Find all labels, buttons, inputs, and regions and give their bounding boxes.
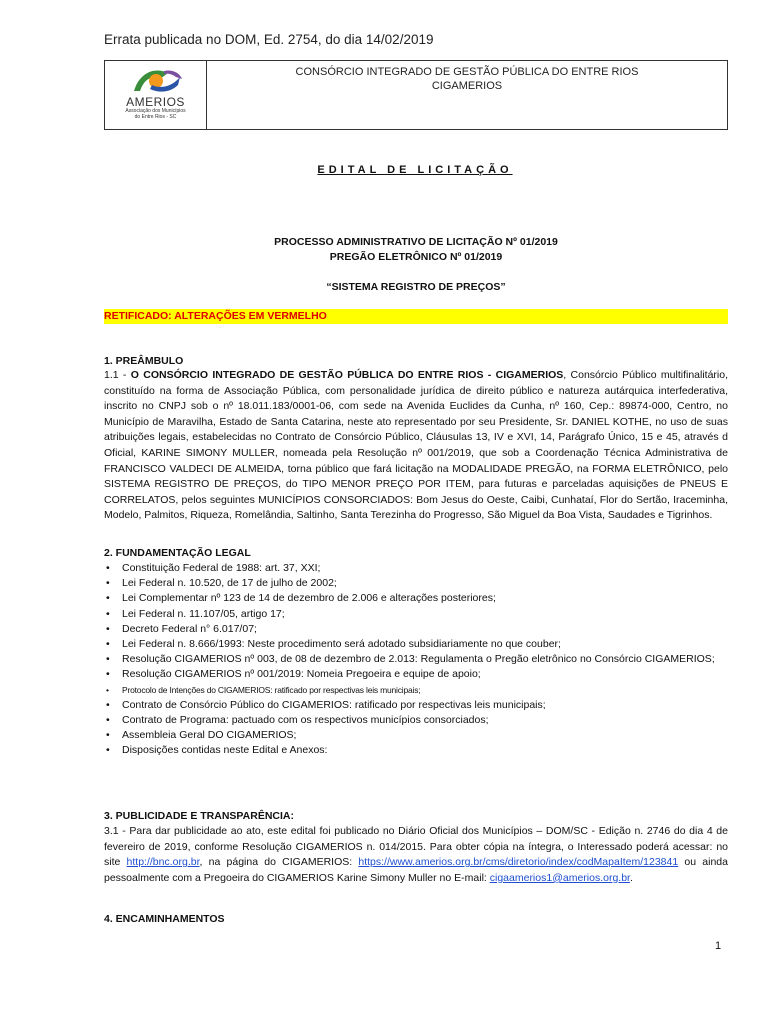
preambulo-paragraph bbox=[104, 368, 728, 524]
amerios-link[interactable]: https://www.amerios.org.br/cms/diretorio/index/codMapaItem/123841 bbox=[358, 856, 679, 869]
errata-note: Errata publicada no DOM, Ed. 2754, do dia 14/02/2019 bbox=[104, 32, 434, 47]
list-item: • Lei Federal n. 8.666/1993: Neste procedimento será adotado subsidiariamente no que couber; bbox=[104, 637, 728, 652]
logo-name: AMERIOS bbox=[126, 95, 185, 109]
pregao-title: PREGÃO ELETRÔNICO Nº 01/2019 bbox=[329, 251, 503, 263]
logo-subtitle-2: do Entre Rios - SC bbox=[134, 114, 177, 120]
section-fundamentacao-title: 2. FUNDAMENTAÇÃO LEGAL bbox=[104, 547, 251, 559]
fundamentacao-list bbox=[104, 561, 728, 759]
list-item: • Constituição Federal de 1988: art. 37, XXI; bbox=[104, 561, 728, 576]
list-item: • Disposições contidas neste Edital e Anexos: bbox=[104, 743, 728, 758]
header-org-text bbox=[207, 61, 727, 129]
logo-subtitle-1: Associação dos Municípios bbox=[125, 108, 186, 114]
publicidade-text-2: , na página do CIGAMERIOS: bbox=[199, 856, 359, 869]
list-item: • Contrato de Programa: pactuado com os respectivos municípios consorciados; bbox=[104, 713, 728, 728]
publicidade-paragraph bbox=[104, 824, 728, 886]
section-publicidade-title: 3. PUBLICIDADE E TRANSPARÊNCIA: bbox=[104, 810, 294, 822]
section-preambulo-title: 1. PREÂMBULO bbox=[104, 355, 184, 367]
list-item: • Assembleia Geral DO CIGAMERIOS; bbox=[104, 728, 728, 743]
section-encaminhamentos-title: 4. ENCAMINHAMENTOS bbox=[104, 913, 225, 925]
bnc-link[interactable]: http://bnc.org.br bbox=[126, 856, 200, 869]
list-item: • Lei Federal n. 11.107/05, artigo 17; bbox=[104, 607, 728, 622]
list-item: • Decreto Federal n° 6.017/07; bbox=[104, 622, 728, 637]
retificado-banner: RETIFICADO: ALTERAÇÕES EM VERMELHO bbox=[104, 309, 728, 324]
page-number: 1 bbox=[715, 940, 722, 952]
edital-title: EDITAL DE LICITAÇÃO bbox=[317, 164, 513, 176]
amerios-logo-icon bbox=[126, 65, 186, 95]
org-acronym: CIGAMERIOS bbox=[431, 80, 503, 92]
list-item: • Resolução CIGAMERIOS nº 003, de 08 de dezembro de 2.013: Regulamenta o Pregão eletrônico no Consórcio CIGAMERIOS; bbox=[104, 652, 728, 667]
logo-cell bbox=[105, 61, 207, 129]
publicidade-text-1: 3.1 - Para dar publicidade ao ato, este edital foi publicado no Diário Oficial dos Municípios – DOM/SC - Edição n. 2746 do dia 4 de fevereiro de 2019, conforme Resolução CIGAMERIOS n. 014/2015. Para obter cópia na íntegra, o Interessado poderá acessar: no site bbox=[104, 825, 728, 869]
publicidade-text-4: . bbox=[629, 871, 633, 884]
list-item: • Protocolo de Intenções do CIGAMERIOS: ratificado por respectivas leis municipais; bbox=[104, 683, 728, 698]
sistema-title: “SISTEMA REGISTRO DE PREÇOS” bbox=[326, 281, 506, 293]
publicidade-text-3: ou ainda pessoalmente com a Pregoeira do CIGAMERIOS Karine Simony Muller no E-mail: bbox=[104, 856, 728, 884]
email-link[interactable]: cigaamerios1@amerios.org.br bbox=[489, 871, 630, 884]
processo-title: PROCESSO ADMINISTRATIVO DE LICITAÇÃO Nº 01/2019 bbox=[274, 236, 558, 248]
list-item: • Resolução CIGAMERIOS nº 001/2019: Nomeia Pregoeira e equipe de apoio; bbox=[104, 667, 728, 682]
list-item: • Contrato de Consórcio Público do CIGAMERIOS: ratificado por respectivas leis municipais; bbox=[104, 698, 728, 713]
preambulo-bold: O CONSÓRCIO INTEGRADO DE GESTÃO PÚBLICA DO ENTRE RIOS - CIGAMERIOS bbox=[130, 369, 564, 381]
list-item: • Lei Complementar nº 123 de 14 de dezembro de 2.006 e alterações posteriores; bbox=[104, 591, 728, 606]
org-name: CONSÓRCIO INTEGRADO DE GESTÃO PÚBLICA DO ENTRE RIOS bbox=[295, 66, 639, 78]
preambulo-prefix: 1.1 - bbox=[104, 369, 131, 381]
preambulo-text: , Consórcio Público multifinalitário, constituído na forma de Associação Pública, com personalidade jurídica de direito público e natureza autárquica interfederativa, inscrito no CNPJ sob o nº 18.011.183/0001-06, com sede na Avenida Euclides da Cunha, nº 160, Cep.: 89874-000, Centro, no Município de Maravilha, Estado de Santa Catarina, neste ato representado por seu Presidente, Sr. DANIEL KOTHE, no uso de suas atribuições legais, estabelecidas no Contrato de Consórcio Público, Cláusulas 13, IV e XVI, 14, Parágrafo Único, 15 e 45, através d Oficial, KARINE SIMONY MULLER, nomeada pela Resolução nº 001/2019, que sob a Coordenação Técnica Administrativa de FRANCISCO VALDECI DE ALMEIDA, torna público que fará licitação na MODALIDADE PREGÃO, na FORMA ELETRÔNICO, pelo SISTEMA REGISTRO DE PREÇOS, do TIPO MENOR PREÇO POR ITEM, para futuras e parceladas aquisições de PNEUS E CORRELATOS, pelos seguintes MUNICÍPIOS CONSORCIADOS: Bom Jesus do Oeste, Caibi, Cunhataí, Flor do Sertão, Iraceminha, Modelo, Palmitos, Riqueza, Romelândia, Saltinho, Santa Terezinha do Progresso, São Miguel da Boa Vista, Saudades e Tigrinhos. bbox=[104, 369, 729, 522]
header-table bbox=[104, 60, 728, 130]
list-item: • Lei Federal n. 10.520, de 17 de julho de 2002; bbox=[104, 576, 728, 591]
